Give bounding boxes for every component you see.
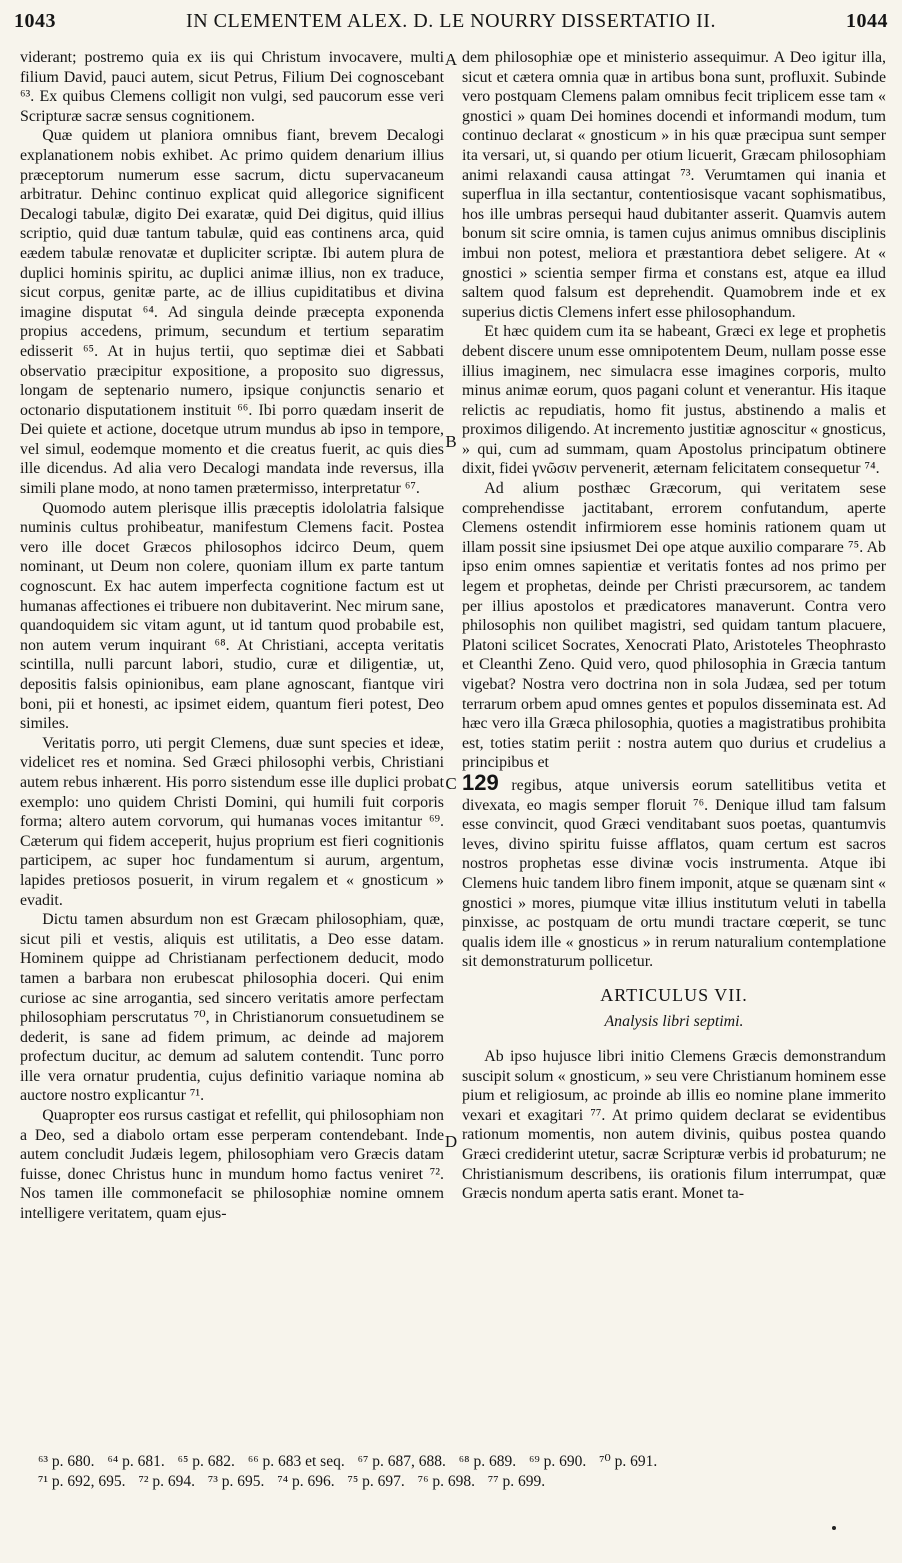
footnote: ⁷² p. 694. — [138, 1473, 195, 1490]
footnote: ⁷⁰ p. 691. — [599, 1453, 658, 1470]
margin-marker-c: C — [445, 774, 457, 793]
paragraph: Ab ipso hujusce libri initio Clemens Græcis demonstrandum suscipit solum « gnosticum, » seu vere Christianum hominem esse pium et religiosum, ac proinde ab illis eo nomine plane immerito vexari et exagitari ⁷⁷. At primo quidem declarat se evidentibus rationum momentis, non autem divinis, quibus postea quando Græci crediderint utetur, sacræ Scripturæ verbis id probaturum; ne Christianismum describens, iis orationis filum interrumpat, quæ Græcis nondum aperta satis erant. Monet ta- — [462, 1048, 886, 1203]
margin-marker-a: A — [444, 50, 458, 69]
inline-page-number: 129 — [462, 769, 499, 795]
footnote: ⁶⁴ p. 681. — [107, 1453, 165, 1470]
print-speck — [832, 1526, 836, 1530]
page-number-left: 1043 — [14, 10, 56, 32]
paragraph: Et hæc quidem cum ita se habeant, Græci ex lege et prophetis debent discere unum esse omnipotentem Deum, nullam posse esse illius imaginem, nec simulacra esse imagines corporis, multo minus animæ eorum, quos pagani colunt et venerantur. His itaque relictis ac repudiatis, homo fit justus, abstinendo a malis et proximos diligendo. At incremento justitiæ agnoscitur « gnosticus, » qui, cum ad summam, quam Apostolus principatum obtinere dixit, fidei γνῶσιν pervenerit, æternam felicitatem consequetur ⁷⁴. — [462, 323, 886, 478]
paragraph: Dictu tamen absurdum non est Græcam philosophiam, quæ, sicut pili et vestis, aliquis est utilitatis, a Deo esse datam. Hominem quippe ad Christianam perfectionem deducit, modo tamen a barbara non erubescat philosophia doceri. Qui enim curiose ac sine arrogantia, sed sincero veritatis amore perfectam philosophiam perscrutatus ⁷⁰, in Christianorum consuetudinem se dederit, is sane ad fidem primum, ac deinde ad majorem profectum ducitur, ac demum ad salutem contendit. Tunc porro ille vera ornatur prudentia, cujus definitio variaque nomina ab auctore nostro explicantur ⁷¹. — [20, 911, 444, 1105]
left-column — [20, 48, 444, 1224]
paragraph: Quapropter eos rursus castigat et refellit, qui philosophiam non a Deo, sed a diabolo ortam esse perperam contendebant. Inde autem concludit Judæis legem, philosophiam vero Græcis datam fuisse, donec Christus hunc in mundum homo factus veniret ⁷². Nos tamen ille commonefacit se philosophiæ nomine omnem intelligere veritatem, quam ejus- — [20, 1107, 444, 1223]
footnote: ⁷⁷ p. 699. — [487, 1473, 546, 1490]
page-header — [14, 10, 888, 40]
article-title: ARTICULUS VII. — [600, 984, 748, 1005]
footnotes — [38, 1452, 882, 1492]
footnote: ⁷⁶ p. 698. — [417, 1473, 475, 1490]
footnote: ⁶⁶ p. 683 et seq. — [247, 1453, 345, 1470]
paragraph: Quæ quidem ut planiora omnibus fiant, brevem Decalogi explanationem nobis exhibet. Ac primo quidem denarium illius præceptorum numerum esse sacrum, dictu supervacaneum arbitratur. Dehinc continuo explicat quid allegorice significent Decalogi tabulæ, digito Dei exaratæ, quid Dei digitus, quid illius scriptio, quid duæ tantum tabulæ, quid eas continens arca, quid eædem tabulæ renovatæ et dupliciter scriptæ. Ibi autem plura de duplici hominis spiritu, ac duplici animæ illius, non ex traduce, sicut corpus, genitæ parte, ac de illius cupiditatibus et divina imagine disputat ⁶⁴. Ad singula deinde præcepta exponenda propius accedens, primum, secundum et tertium separatim edisserit ⁶⁵. At in hujus tertii, quo septimæ diei et Sabbati observatio præcipitur expositione, a proposito suo digressus, longam de septenario numero, ipsique conjunctis senario et octonario disputationem instituit ⁶⁶. Ibi porro quædam inserit de Dei quiete et actione, docetque utrum mundus ab ipso in tempore, vel simul, eodemque momento et die creatus fuerit, ac quis dies ille dicendus. Ad alia vero Decalogi mandata inde reversus, illa simili plane modo, at nono tamen prætermisso, interpretatur ⁶⁷. — [20, 127, 444, 498]
paragraph-text: regibus, atque universis eorum satellitibus vetita et divexata, eo magis semper floruit ⁷⁶. Denique illud tam falsum esse convincit, quod Græci venditabant suos poetas, quantumvis leves, divino spiritu fuisse afflatos, quam certum est sacros nostros prophetas esse divinæ vocis instrumenta. Atque ibi Clemens huic tandem libro finem imponit, atque se quænam sint « gnostici » mores, piumque vitæ illius institutum veluti in tabella pinxisse, ac postquam de ortu mundi tractare cœperit, se tunc qualis idem ille « gnosticus » in rerum naturalium contemplatione sit demonstraturum pollicetur. — [462, 776, 886, 971]
footnote: ⁷¹ p. 692, 695. — [38, 1473, 126, 1490]
running-title: IN CLEMENTEM ALEX. D. LE NOURRY DISSERTATIO II. — [186, 10, 716, 32]
page-number-right: 1044 — [846, 10, 888, 32]
footnote: ⁶⁵ p. 682. — [177, 1453, 235, 1470]
article-subtitle: Analysis libri septimi. — [604, 1012, 744, 1030]
footnote-row — [38, 1452, 882, 1472]
paragraph: viderant; postremo quia ex iis qui Christum invocavere, multi filium David, pauci autem, sicut Petrus, Filium Dei cognoscebant ⁶³. Ex quibus Clemens colligit non vulgi, sed paucorum esse veri Scripturæ sacræ sensus cognitionem. — [20, 49, 444, 125]
paragraph: Veritatis porro, uti pergit Clemens, duæ sunt species et ideæ, videlicet res et nomina. Sed Græci philosophi verbis, Christiani autem rebus inhærent. His porro sistendum esse ille duplici probat exemplo: uno quidem Christi Domini, qui humili fuit corporis forma; altero autem corvorum, qui humanas voces imitantur ⁶⁹. Cæterum qui fidem acceperit, hujus proprium est fieri cognitionis participem, ac super hoc fundamentum si aurum, argentum, lapides pretiosos posuerit, in virum regalem et « gnosticum » evadit. — [20, 734, 444, 909]
footnote-row — [38, 1472, 882, 1492]
paragraph: Quomodo autem plerisque illis præceptis idololatria falsique numinis cultus prohibeatur, manifestum Clemens facit. Postea vero ille docet Græcos philosophos idcirco Deum, quem nominant, ut Deum non colere, quoniam illum ex parte tantum cognoscunt. Ex hac autem imperfecta cognitione factum est ut humanas affectiones ei tribuere non dubitaverint. Nec mirum sane, quandoquidem sic vitam agunt, ut id tantum quod probabile est, non autem verum inquirant ⁶⁸. At Christiani, accepta veritatis scintilla, nulli parcunt labori, studio, curæ et diligentiæ, ut, depositis falsis opinionibus, eam plane agnoscant, fiantque viri boni, pii et honesti, ac ipsimet eidem, quantum fieri potest, Deo similes. — [20, 499, 444, 733]
right-column — [462, 48, 886, 1204]
footnote: ⁶⁸ p. 689. — [458, 1453, 517, 1470]
paragraph-continued — [462, 769, 886, 972]
margin-marker-d: D — [444, 1132, 458, 1151]
paragraph: dem philosophiæ ope et ministerio assequimur. A Deo igitur illa, sicut et cætera omnia quæ in artibus bona sunt, profluxit. Subinde vero postquam Clemens palam omnibus fecit triplicem esse tam « gnostici » quam Dei homines docendi et informandi modum, tum continuo declarat « gnosticum » in his quæ præcipua sunt semper ita versari, ut, si quando per otium licuerit, Græcam philosophiam animi relaxandi causa attingat ⁷³. Verumtamen qui inania et superflua in illa sectantur, contentiosisque vacant sophismatibus, hos ille umbras persequi haud dubitanter asserit. Quamvis autem bonum sit scire omnia, is tamen cujus animus omnibus disciplinis imbui non potest, meliora et præstantiora debet seligere. At « gnostici » scientia semper firma et constans est, atque ea illud saltem quod falsum est deprehendit. Quamobrem inde et ex superius dictis Clemens infert esse philosophandum. — [462, 49, 886, 321]
footnote: ⁶³ p. 680. — [38, 1453, 95, 1470]
margin-marker-b: B — [445, 432, 457, 451]
footnote: ⁶⁷ p. 687, 688. — [357, 1453, 446, 1470]
footnote: ⁷⁵ p. 697. — [347, 1473, 405, 1490]
paragraph: Ad alium posthæc Græcorum, qui veritatem sese comprehendisse jactitabant, errorem confutandum, aperte Clemens ostendit infirmiorem esse hominis rationem quam ut illam possit sine ipsiusmet Dei ope atque auxilio comparare ⁷⁵. Ab ipso enim omnes sapientiæ et veritatis fontes ad nos primo per legem et prophetas, deinde per Christi præcursorem, ac tandem per illius apostolos et prædicatores manaverunt. Contra vero philosophis non quilibet magistri, sed quidam tantum placuere, Platoni scilicet Socrates, Xenocrati Plato, Aristoteles Theophrasto et Cleanthi Zeno. Quid vero, quod philosophia in Græcia tantum vigebat? Nostra vero doctrina non in sola Judæa, sed per totum terrarum orbem apud omnes gentes et populos disseminata est. Ad hæc vero illa Græca philosophia, quoties a magistratibus prohibita est, toties statim periit : nostra autem quo durius et crudelius a principibus et — [462, 480, 886, 772]
footnote: ⁷⁴ p. 696. — [277, 1473, 335, 1490]
footnote: ⁶⁹ p. 690. — [528, 1453, 587, 1470]
footnote: ⁷³ p. 695. — [207, 1473, 265, 1490]
